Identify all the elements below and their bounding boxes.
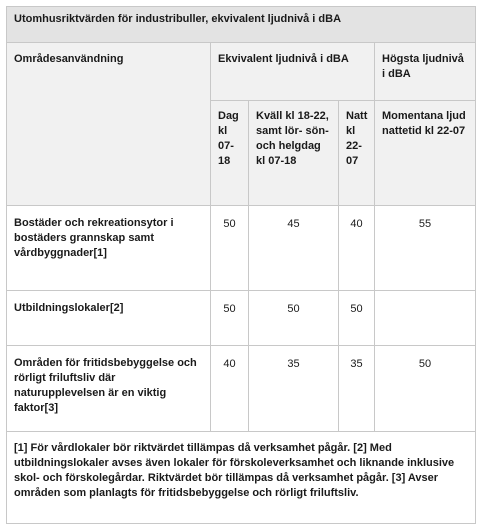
- table-row: [7, 346, 476, 432]
- header-area-use: Områdesanvändning: [7, 43, 211, 206]
- value-evening: 35: [249, 346, 339, 432]
- row-label: Utbildningslokaler[2]: [7, 291, 211, 346]
- row-label: Bostäder och rekreationsytor i bostäders grannskap samt vårdbyggnader[1]: [7, 206, 211, 291]
- footnote: [1] För vårdlokaler bör riktvärdet tillämpas då verksamhet pågår. [2] Med utbildningslokaler avses även lokaler för förskoleverksamhet och liknande inklusive skol- och förskolegårdar. Riktvärdet bör tillämpas då verksamhet pågår. [3] Avser områden som planlagts för fritidsbebyggelse och rörligt friluftsliv.: [7, 432, 476, 524]
- value-day: 50: [211, 206, 249, 291]
- subheader-night: Natt kl 22-07: [339, 101, 375, 206]
- subheader-day: Dag kl 07-18: [211, 101, 249, 206]
- table-row: [7, 206, 476, 291]
- subheader-momentary: Momentana ljud nattetid kl 22-07: [375, 101, 476, 206]
- value-night: 50: [339, 291, 375, 346]
- header-max-level: Högsta ljudnivå i dBA: [375, 43, 476, 101]
- value-max: 50: [375, 346, 476, 432]
- value-evening: 45: [249, 206, 339, 291]
- value-night: 40: [339, 206, 375, 291]
- value-day: 40: [211, 346, 249, 432]
- value-max: 55: [375, 206, 476, 291]
- value-evening: 50: [249, 291, 339, 346]
- noise-guideline-table: [6, 6, 476, 524]
- table-row: [7, 291, 476, 346]
- value-max: [375, 291, 476, 346]
- value-day: 50: [211, 291, 249, 346]
- subheader-evening: Kväll kl 18-22, samt lör- sön- och helgdag kl 07-18: [249, 101, 339, 206]
- table-title: Utomhusriktvärden för industribuller, ekvivalent ljudnivå i dBA: [7, 7, 476, 43]
- row-label: Områden för fritidsbebyggelse och rörligt friluftsliv där naturupplevelsen är en viktig faktor[3]: [7, 346, 211, 432]
- header-equivalent-level: Ekvivalent ljudnivå i dBA: [211, 43, 375, 101]
- value-night: 35: [339, 346, 375, 432]
- noise-guideline-table-frame: [6, 6, 475, 524]
